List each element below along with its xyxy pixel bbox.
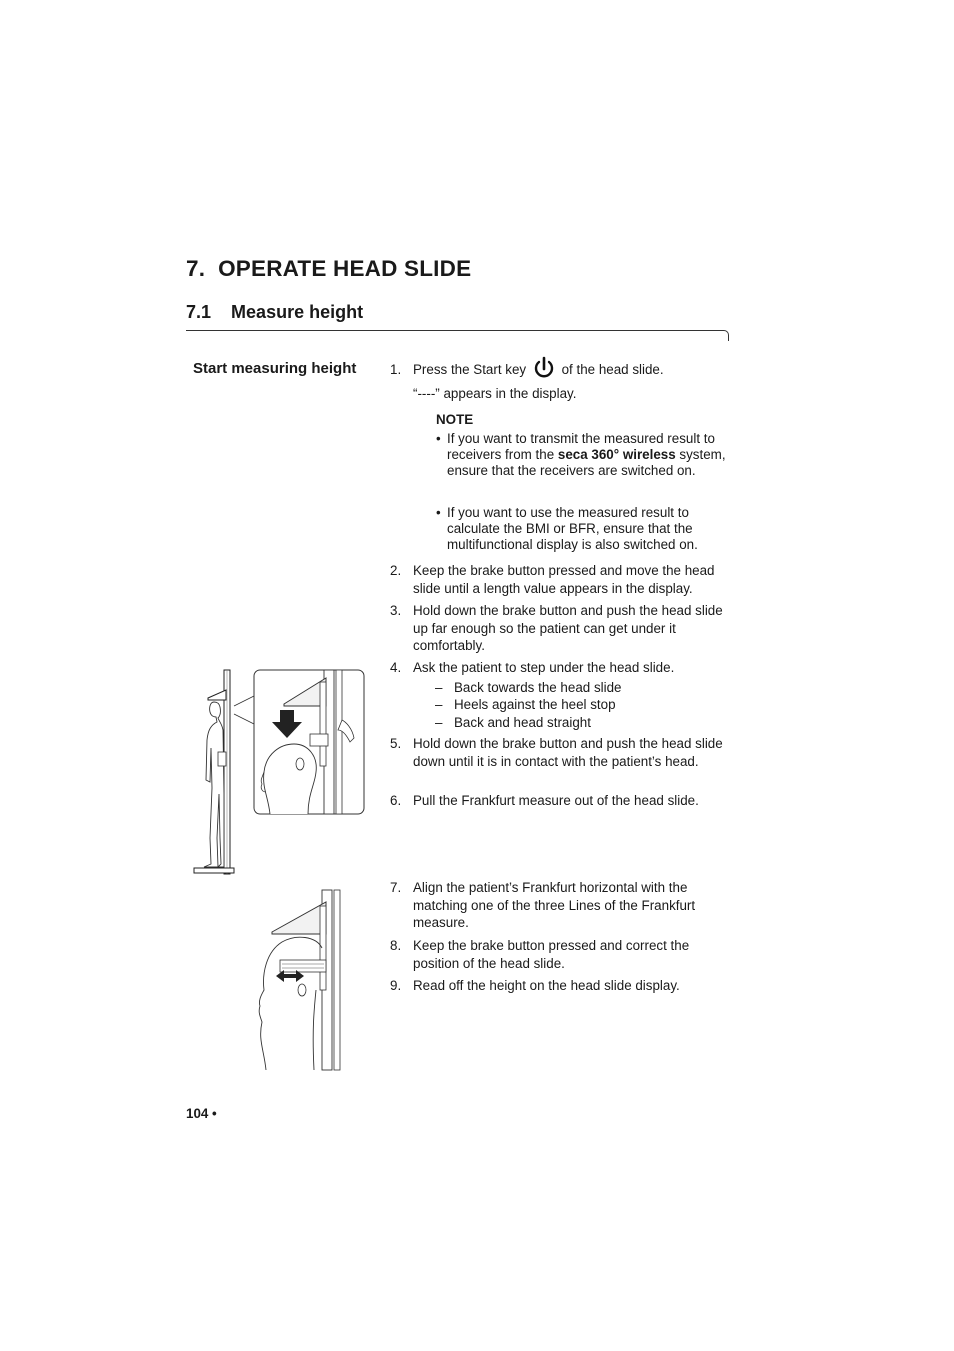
section-title-text: Measure height [231, 302, 364, 322]
section-title [186, 302, 363, 323]
note-bullet-1-text-end: system, ensure that the receivers are switched on. [447, 447, 726, 478]
step-number: 4. [390, 660, 402, 675]
patient-standing-illustration [190, 668, 370, 878]
section-divider [186, 330, 724, 331]
section-divider-end [724, 330, 729, 341]
step-text: Pull the Frankfurt measure out of the head slide. [413, 793, 699, 808]
product-name: seca 360° wireless [557, 447, 676, 462]
step-text: Hold down the brake button and push the head slide down until it is in contact with the patient’s head. [413, 736, 723, 769]
frankfurt-alignment-illustration [256, 890, 346, 1072]
step-number: 5. [390, 736, 402, 751]
page-number: 104 • [186, 1106, 217, 1121]
step-text: Read off the height on the head slide display. [413, 978, 680, 993]
note-bullet-1-text: If you want to transmit the measured result to receivers from the [447, 431, 715, 462]
step-number: 2. [390, 563, 402, 578]
step-number: 3. [390, 603, 402, 618]
dash-marker: – [435, 715, 443, 730]
sub-item-text: Heels against the heel stop [454, 697, 616, 712]
step-text: Keep the brake button pressed and move the head slide until a length value appears in the display. [413, 563, 715, 596]
bullet-marker: • [436, 431, 441, 446]
sub-item-text: Back and head straight [454, 715, 591, 730]
chapter-title [186, 256, 471, 282]
step-text: Ask the patient to step under the head slide. [413, 660, 675, 675]
note-bullet-2-text: If you want to use the measured result to calculate the BMI or BFR, ensure that the multifunctional display is also switched on. [447, 505, 698, 552]
section-number: 7.1 [186, 302, 212, 322]
display-message: “----” appears in the display. [413, 386, 577, 401]
chapter-title-text: OPERATE HEAD SLIDE [218, 256, 472, 281]
dash-marker: – [435, 697, 443, 712]
bullet-marker: • [436, 505, 441, 520]
sub-item-text: Back towards the head slide [454, 680, 622, 695]
step-text: Align the patient’s Frankfurt horizontal with the matching one of the three Lines of the Frankfurt measure. [413, 880, 696, 930]
step-number: 9. [390, 978, 402, 993]
side-heading: Start measuring height [193, 360, 357, 377]
step-number: 6. [390, 793, 402, 808]
step-text: Hold down the brake button and push the head slide up far enough so the patient can get under it comfortably. [413, 603, 723, 653]
note-title: NOTE [436, 412, 474, 427]
step-number: 8. [390, 938, 402, 953]
dash-marker: – [435, 680, 443, 695]
step-number: 1. [390, 362, 402, 377]
step-text: Press the Start key [413, 362, 527, 377]
power-icon [530, 362, 558, 378]
step-text-after-icon: of the head slide. [561, 362, 664, 377]
step-text: Keep the brake button pressed and correct the position of the head slide. [413, 938, 690, 971]
chapter-number: 7. [186, 256, 206, 281]
step-number: 7. [390, 880, 402, 895]
